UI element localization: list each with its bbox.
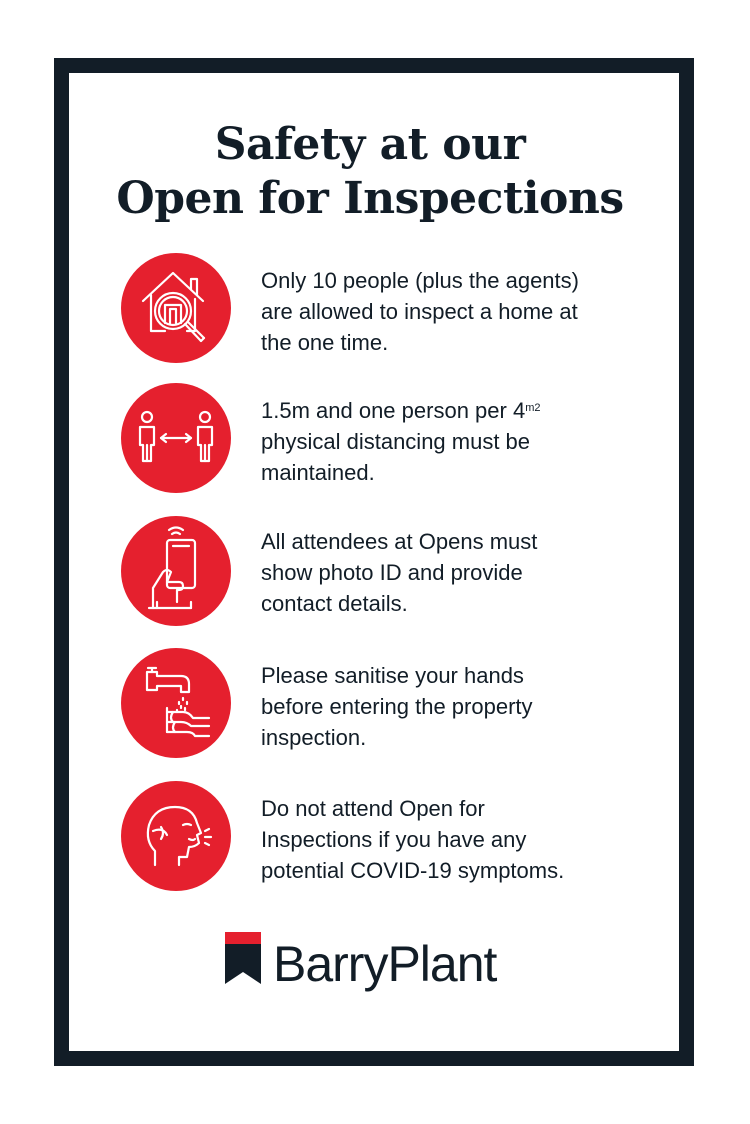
title-line-1: Safety at our [214,119,526,170]
hand-wash-icon [121,648,231,758]
title-line-2: Open for Inspections [116,173,624,224]
rule-text-distancing: 1.5m and one person per $4^{m2}$ physical distancing must be maintained. [261,398,541,485]
rule-text-symptoms: Do not attend Open for Inspections if you have any potential COVID-19 symptoms. [261,796,565,883]
rule-text-capacity: Only 10 people (plus the agents) are allowed to inspect a home at the one time. [261,268,579,355]
brand-name: BarryPlant [273,936,497,992]
logo-flag-icon [225,932,261,984]
sneeze-face-icon [121,781,231,891]
house-magnifier-icon [121,253,231,363]
rule-text-sanitise: Please sanitise your hands before entering the property inspection. [261,663,533,750]
phone-id-icon [121,516,231,626]
rule-text-photo-id: All attendees at Opens must show photo ID and provide contact details. [261,529,538,616]
poster-title [0,118,740,226]
social-distance-icon [121,383,231,493]
